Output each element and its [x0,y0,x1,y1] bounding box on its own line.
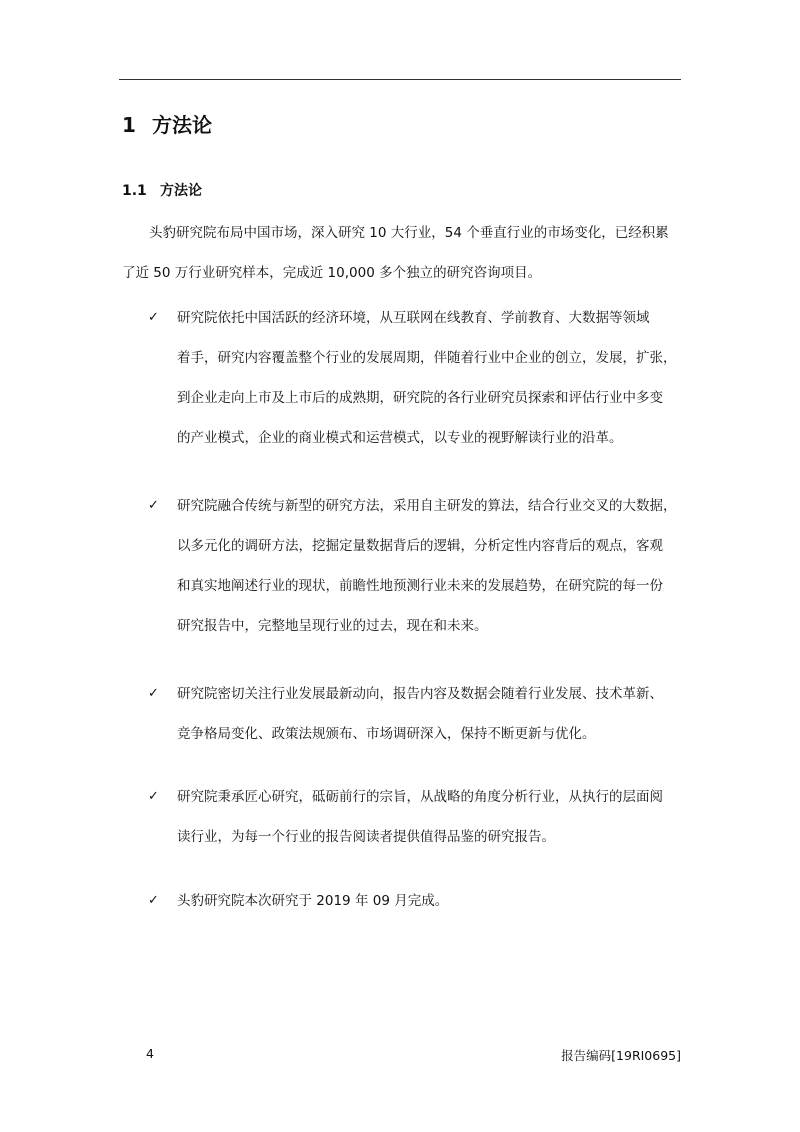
bullet-item [148,881,688,921]
bullet-line: 研究院融合传统与新型的研究方法，采用自主研发的算法，结合行业交叉的大数据， [177,498,677,514]
check-icon: ✓ [148,789,159,804]
bullet-line: 读行业，为每一个行业的报告阅读者提供值得品鉴的研究报告。 [177,829,555,845]
check-icon: ✓ [148,686,159,701]
intro-line: 了近 50 万行业研究样本，完成近 10,000 多个独立的研究咨询项目。 [122,265,542,281]
intro-line: 头豹研究院布局中国市场，深入研究 10 大行业，54 个垂直行业的市场变化，已经积累 [149,225,669,241]
bullet-line: 到企业走向上市及上市后的成熟期，研究院的各行业研究员探索和评估行业中多变 [177,390,663,406]
bullet-line: 以多元化的调研方法，挖掘定量数据背后的逻辑，分析定性内容背后的观点，客观 [177,538,663,554]
section-title: 方法论 [160,183,202,199]
bullet-text [177,881,688,921]
bullet-line: 研究院依托中国活跃的经济环境，从互联网在线教育、学前教育、大数据等领域 [177,310,650,326]
report-code: 报告编码[19RI0695] [561,1048,681,1063]
check-icon: ✓ [148,893,159,908]
bullet-item [148,674,688,754]
section-number: 1.1 [122,183,147,199]
bullet-text [177,486,688,646]
check-icon: ✓ [148,310,159,325]
bullet-line: 研究院密切关注行业发展最新动向，报告内容及数据会随着行业发展、技术革新、 [177,686,663,702]
page-number: 4 [146,1046,154,1061]
intro-paragraph [122,213,682,293]
bullet-item [148,777,688,857]
bullet-line: 着手，研究内容覆盖整个行业的发展周期，伴随着行业中企业的创立，发展，扩张， [177,350,677,366]
bullet-line: 竞争格局变化、政策法规颁布、市场调研深入，保持不断更新与优化。 [177,726,596,742]
check-icon: ✓ [148,498,159,513]
bullet-line: 研究报告中，完整地呈现行业的过去，现在和未来。 [177,618,488,634]
chapter-title: 方法论 [152,113,212,137]
bullet-line: 研究院秉承匠心研究，砥砺前行的宗旨，从战略的角度分析行业，从执行的层面阅 [177,789,663,805]
bullet-text [177,298,688,458]
bullet-text [177,674,688,754]
bullet-line: 头豹研究院本次研究于 2019 年 09 月完成。 [177,893,449,909]
bullet-line: 的产业模式，企业的商业模式和运营模式，以专业的视野解读行业的沿革。 [177,430,623,446]
chapter-number: 1 [122,113,136,137]
bullet-text [177,777,688,857]
bullet-line: 和真实地阐述行业的现状，前瞻性地预测行业未来的发展趋势，在研究院的每一份 [177,578,663,594]
header-rule [119,79,681,80]
bullet-item [148,298,688,458]
chapter-heading [122,110,212,140]
section-heading [122,180,202,202]
bullet-item [148,486,688,646]
